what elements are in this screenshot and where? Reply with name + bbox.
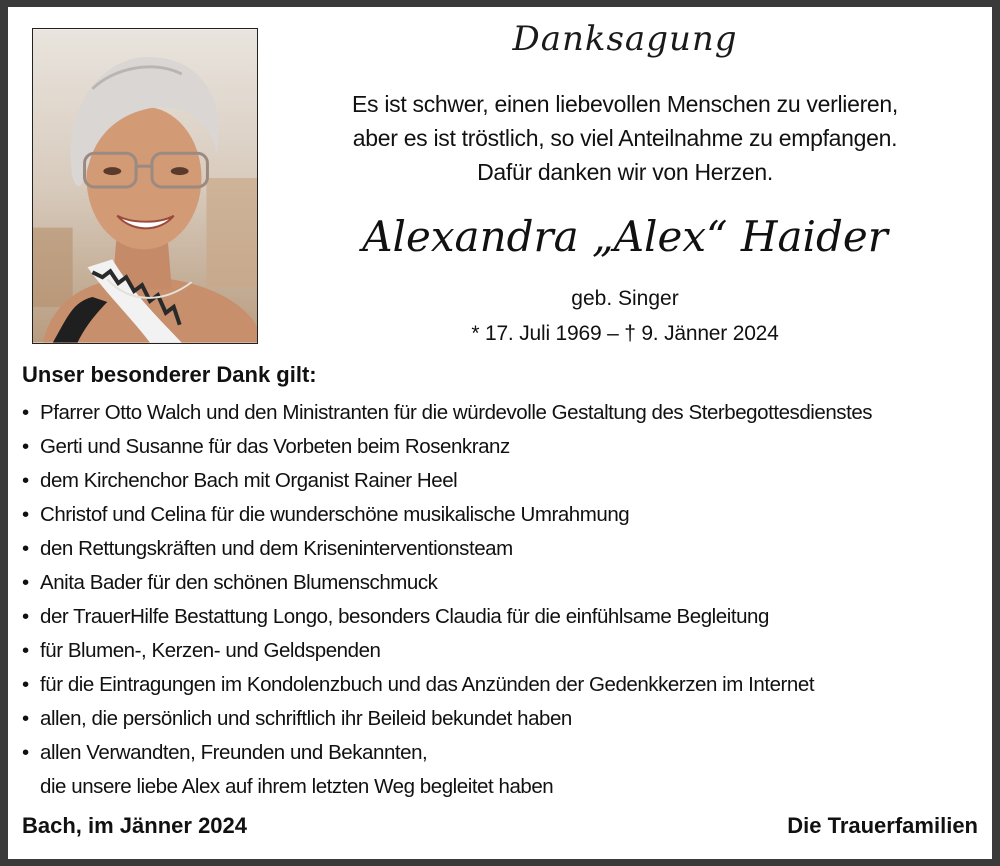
list-item: • allen Verwandten, Freunden und Bekannten, — [22, 736, 872, 770]
life-dates: * 17. Juli 1969 – † 9. Jänner 2024 — [471, 322, 779, 345]
thanks-list — [22, 396, 872, 804]
signature: Die Trauerfamilien — [787, 813, 978, 838]
intro-text — [258, 87, 992, 189]
list-item: • der TrauerHilfe Bestattung Longo, besonders Claudia für die einfühlsame Begleitung — [22, 600, 872, 634]
intro-line: Dafür danken wir von Herzen. — [477, 159, 773, 185]
list-item: • Anita Bader für den schönen Blumenschmuck — [22, 566, 872, 600]
portrait-photo — [32, 28, 258, 344]
list-item: • Christof und Celina für die wunderschöne musikalische Umrahmung — [22, 498, 872, 532]
place-date: Bach, im Jänner 2024 — [22, 813, 248, 838]
thanks-heading: Unser besonderer Dank gilt: — [22, 362, 317, 387]
list-item-continuation: die unsere liebe Alex auf ihrem letzten Weg begleitet haben — [40, 775, 554, 798]
birth-name: geb. Singer — [571, 287, 679, 310]
list-item: • für Blumen-, Kerzen- und Geldspenden — [22, 634, 872, 668]
list-item: • Pfarrer Otto Walch und den Ministranten für die würdevolle Gestaltung des Sterbegottesdienstes — [22, 396, 872, 430]
deceased-name: Alexandra „Alex“ Haider — [362, 212, 888, 261]
list-item: • Gerti und Susanne für das Vorbeten beim Rosenkranz — [22, 430, 872, 464]
list-item: • für die Eintragungen im Kondolenzbuch und das Anzünden der Gedenkkerzen im Internet — [22, 668, 872, 702]
intro-line: aber es ist tröstlich, so viel Anteilnahme zu empfangen. — [352, 125, 898, 151]
list-item: • allen, die persönlich und schriftlich ihr Beileid bekundet haben — [22, 702, 872, 736]
intro-line: Es ist schwer, einen liebevollen Menschen zu verlieren, — [351, 91, 898, 117]
obituary-card — [8, 7, 992, 859]
list-item: • den Rettungskräften und dem Kriseninterventionsteam — [22, 532, 872, 566]
list-item: • dem Kirchenchor Bach mit Organist Rainer Heel — [22, 464, 872, 498]
portrait-image — [33, 29, 257, 343]
title: Danksagung — [512, 19, 738, 59]
